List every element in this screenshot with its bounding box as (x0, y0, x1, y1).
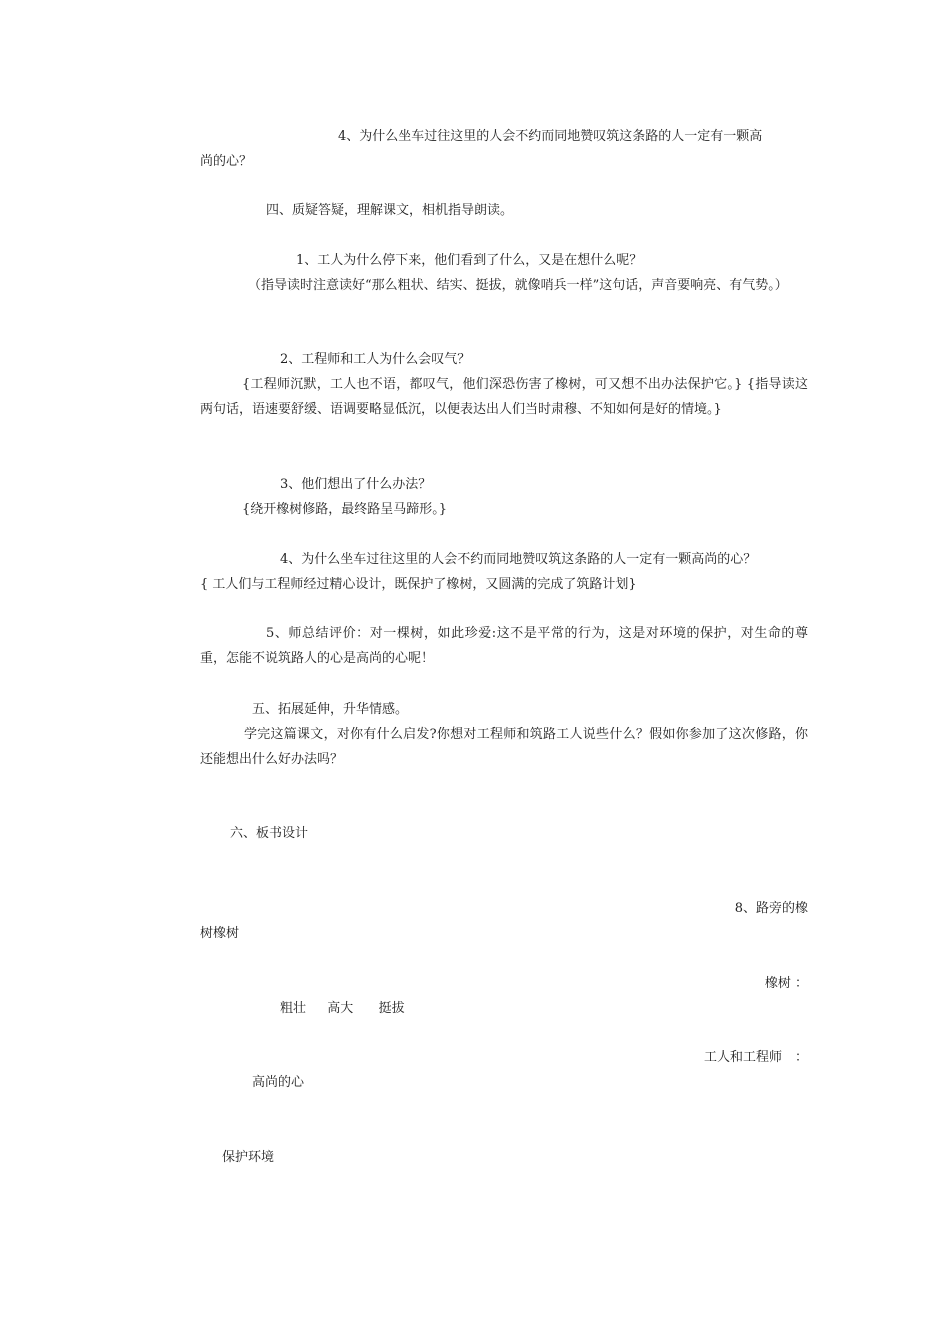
board-people-label: 工人和工程师 ： (703, 1050, 808, 1065)
question-4: 4、为什么坐车过往这里的人会不约而同地赞叹筑这条路的人一定有一颗高尚的心？ (280, 552, 757, 567)
question-4-repeat (200, 124, 808, 174)
board-title-part-2: 树橡树 (200, 926, 240, 941)
question-3-note: {绕开橡树修路，最终路呈马蹄形。} (242, 502, 448, 517)
board-title-part-1: 8、路旁的橡 (734, 901, 808, 916)
section-5-heading: 五、拓展延伸，升华情感。 (252, 702, 409, 717)
section-6-heading: 六、板书设计 (230, 826, 309, 841)
question-5: 5、师总结评价：对一棵树，如此珍爱:这不是平常的行为，这是对环境的保护，对生命的尊重，怎能不说筑路人的心是高尚的心呢！ (200, 626, 808, 666)
question-4-line-2: 尚的心？ (200, 154, 253, 169)
section-4-heading: 四、质疑答疑，理解课文，相机指导朗读。 (266, 203, 514, 218)
question-4-line-1: 4、为什么坐车过往这里的人会不约而同地赞叹筑这条路的人一定有一颗高 (338, 129, 763, 144)
question-1-note: （指导读时注意读好“那么粗状、结实、挺拔，就像哨兵一样”这句话，声音要响亮、有气势。） (248, 278, 788, 293)
question-3: 3、他们想出了什么办法？ (280, 477, 432, 492)
board-oak-traits: 粗壮 高大 挺拔 (280, 1001, 405, 1016)
question-2-note: {工程师沉默，工人也不语，都叹气，他们深恐伤害了橡树，可又想不出办法保护它。} {指导读这两句话，语速要舒缓、语调要略显低沉，以便表达出人们当时肃穆、不知如何是好的情境。} (200, 377, 808, 417)
board-noble-heart: 高尚的心 (252, 1075, 305, 1090)
board-oak-label: 橡树 ： (764, 976, 808, 991)
section-5-text: 学完这篇课文，对你有什么启发?你想对工程师和筑路工人说些什么？假如你参加了这次修路，你还能想出什么好办法吗？ (200, 727, 808, 767)
question-2: 2、工程师和工人为什么会叹气？ (280, 352, 471, 367)
question-4-note: { 工人们与工程师经过精心设计，既保护了橡树，又圆满的完成了筑路计划} (200, 577, 637, 592)
board-protect-environment: 保护环境 (222, 1150, 275, 1165)
question-1: 1、工人为什么停下来，他们看到了什么，又是在想什么呢？ (296, 253, 643, 268)
